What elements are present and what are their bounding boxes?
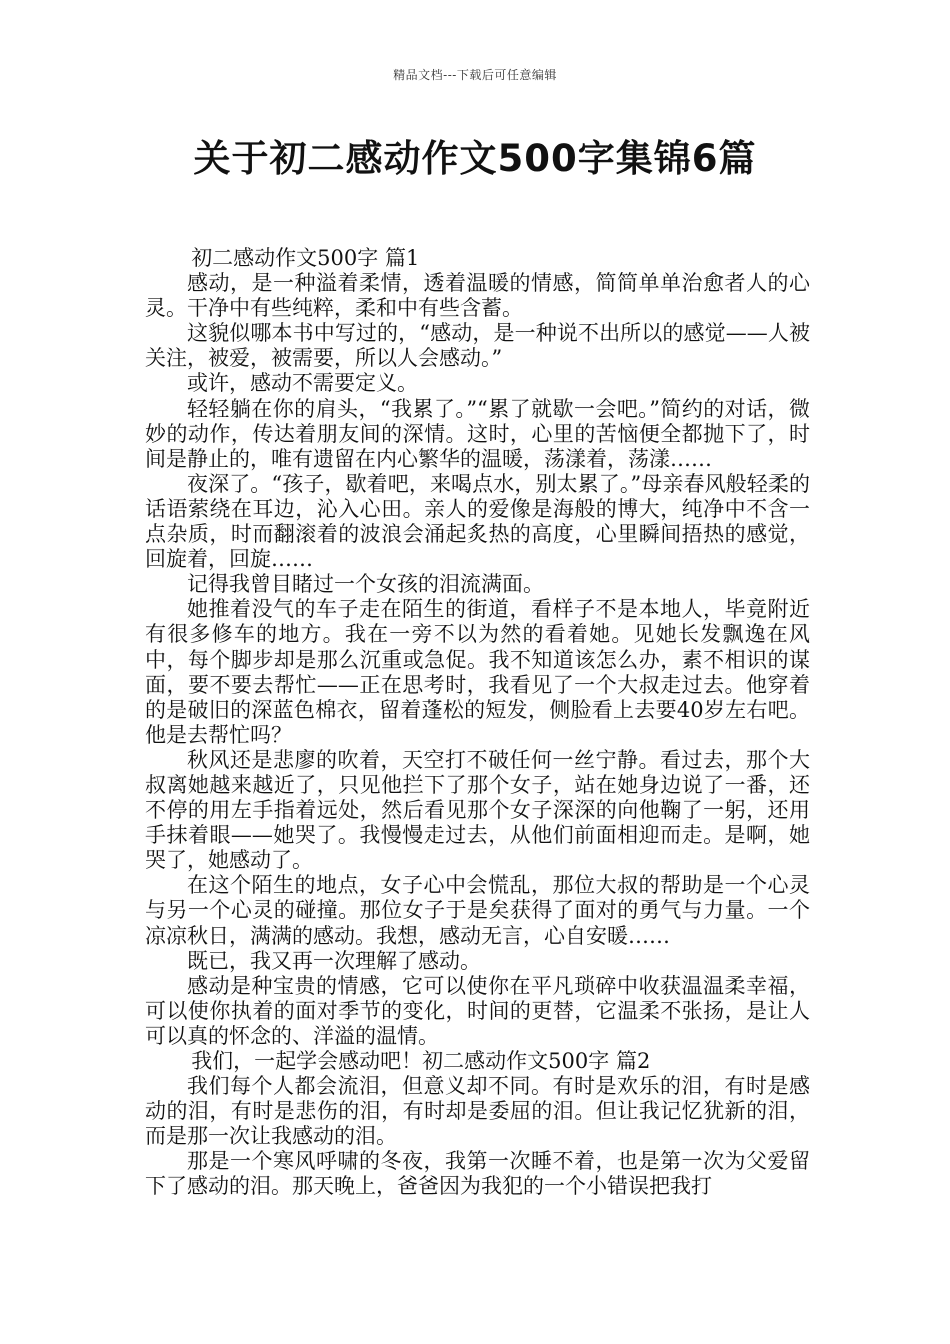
paragraph: 感动是种宝贵的情感，它可以使你在平凡琐碎中收获温温柔幸福，可以使你执着的面对季节的变化，时间的更替，它温柔不张扬，是让人可以真的怀念的、洋溢的温情。	[145, 973, 810, 1048]
paragraph: 这貌似哪本书中写过的，“感动，是一种说不出所以的感觉——人被关注，被爱，被需要，所以人会感动。”	[145, 321, 810, 371]
section-heading-1: 初二感动作文500字 篇1	[191, 246, 420, 270]
header-note: 精品文档---下载后可任意编辑	[393, 68, 557, 82]
paragraph: 那是一个寒风呼啸的冬夜，我第一次睡不着，也是第一次为父爱留下了感动的泪。那天晚上，爸爸因为我犯的一个小错误把我打	[145, 1149, 810, 1199]
paragraph: 既已，我又再一次理解了感动。	[187, 948, 481, 973]
article-body	[145, 246, 810, 1200]
paragraph: 轻轻躺在你的肩头，“我累了。”“累了就歇一会吧。”简约的对话，微妙的动作，传达着朋友间的深情。这时，心里的苦恼便全都抛下了，时间是静止的，唯有遗留在内心繁华的温暖，荡漾着，荡漾……	[145, 396, 810, 471]
paragraph: 在这个陌生的地点，女子心中会慌乱，那位大叔的帮助是一个心灵与另一个心灵的碰撞。那位女子于是矣获得了面对的勇气与力量。一个凉凉秋日，满满的感动。我想，感动无言，心自安暖……	[145, 873, 810, 948]
paragraph: 记得我曾目睹过一个女孩的泪流满面。	[187, 572, 544, 597]
paragraph: 夜深了。“孩子，歇着吧，来喝点水，别太累了。”母亲春风般轻柔的话语萦绕在耳边，沁入心田。亲人的爱像是海般的博大，纯净中不含一点杂质，时而翻滚着的波浪会涌起炙热的高度，心里瞬间捂热的感觉，回旋着，回旋……	[145, 471, 810, 572]
paragraph: 或许，感动不需要定义。	[187, 371, 418, 396]
paragraph: 她推着没气的车子走在陌生的街道，看样子不是本地人，毕竟附近有很多修车的地方。我在一旁不以为然的看着她。见她长发飘逸在风中，每个脚步却是那么沉重或急促。我不知道该怎么办，素不相识的谋面，要不要去帮忙——正在思考时，我看见了一个大叔走过去。他穿着的是破旧的深蓝色棉衣，留着蓬松的短发，侧脸看上去要40岁左右吧。他是去帮忙吗？	[145, 597, 810, 747]
paragraph: 感动，是一种溢着柔情，透着温暖的情感，简简单单治愈者人的心灵。干净中有些纯粹，柔和中有些含蓄。	[145, 271, 810, 321]
section-heading-2: 我们，一起学会感动吧！初二感动作文500字 篇2	[191, 1049, 651, 1073]
document-title: 关于初二感动作文500字集锦6篇	[193, 137, 757, 180]
paragraph: 秋风还是悲廖的吹着，天空打不破任何一丝宁静。看过去，那个大叔离她越来越近了，只见他拦下了那个女子，站在她身边说了一番，还不停的用左手指着远处，然后看见那个女子深深的向他鞠了一躬，还用手抹着眼——她哭了。我慢慢走过去，从他们前面相迎而走。是啊，她哭了，她感动了。	[145, 747, 810, 873]
paragraph: 我们每个人都会流泪，但意义却不同。有时是欢乐的泪，有时是感动的泪，有时是悲伤的泪，有时却是委屈的泪。但让我记忆犹新的泪，而是那一次让我感动的泪。	[145, 1074, 810, 1149]
